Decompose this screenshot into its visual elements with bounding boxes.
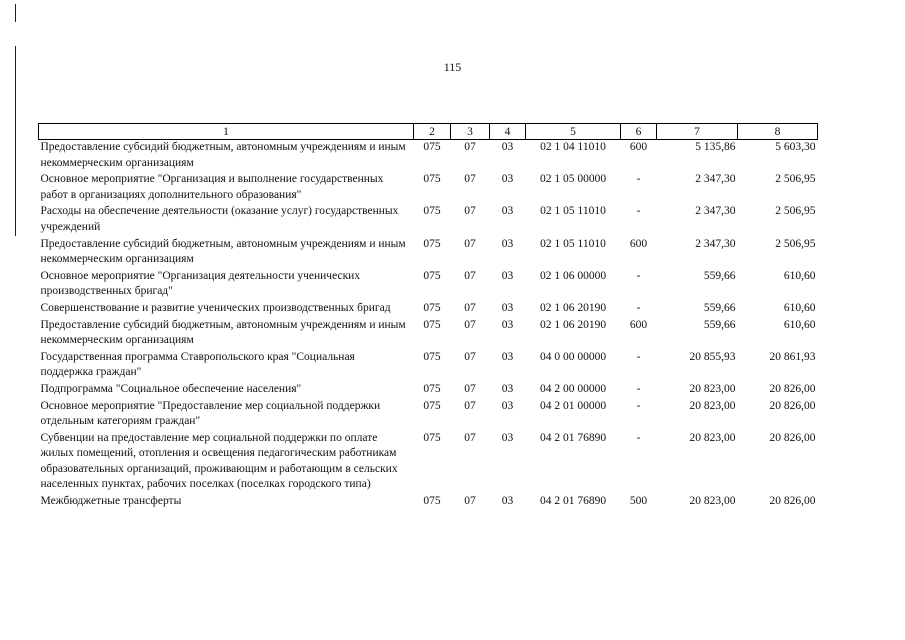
row-col-5: 02 1 05 00000 [539,173,607,186]
row-col-3: 07 [464,382,476,395]
table-row [39,204,818,236]
row-col-3: 07 [464,318,476,331]
header-col-8: 8 [738,124,818,140]
row-col-3: 07 [464,141,476,153]
header-col-1: 1 [39,124,414,140]
row-col-8: 610,60 [783,269,816,282]
table-header-row [39,124,818,140]
row-col-5: 02 1 05 11010 [540,205,606,218]
table-row [39,237,818,269]
table-row [39,382,818,399]
row-col-4: 03 [501,399,514,412]
row-col-3: 07 [464,237,476,250]
row-name: Совершенствование и развитие ученических производственных бригад [40,301,391,314]
row-name: Расходы на обеспечение деятельности (оказание услуг) государственных учреждений [40,205,399,233]
row-col-5: 04 2 01 76890 [539,431,607,444]
row-col-2: 075 [423,237,441,250]
row-col-6: - [636,431,641,444]
row-col-8: 20 826,00 [769,431,816,444]
row-col-2: 075 [423,431,441,444]
row-col-7: 2 347,30 [695,237,736,250]
row-col-6: - [636,205,641,218]
budget-table [38,123,818,511]
row-col-5: 02 1 06 00000 [539,269,607,282]
row-col-4: 03 [501,173,514,186]
row-col-4: 03 [501,141,514,153]
row-col-3: 07 [464,350,476,363]
row-name: Межбюджетные трансферты [40,495,182,508]
row-col-2: 075 [423,301,441,314]
row-name: Подпрограмма "Социальное обеспечение населения" [40,382,302,395]
row-col-7: 559,66 [703,318,736,331]
row-col-5: 02 1 06 20190 [539,301,607,314]
row-col-8: 20 826,00 [769,382,816,395]
row-col-2: 075 [423,173,441,186]
row-col-2: 075 [423,350,441,363]
table-row [39,399,818,431]
row-col-5: 04 0 00 00000 [539,350,607,363]
row-col-6: - [636,269,641,282]
row-col-3: 07 [464,173,476,186]
header-col-4: 4 [490,124,526,140]
header-col-2: 2 [414,124,451,140]
row-col-4: 03 [501,495,514,508]
row-col-6: 600 [629,318,648,331]
row-col-5: 04 2 00 00000 [539,382,607,395]
row-col-5: 02 1 05 11010 [540,237,606,250]
page-number: 115 [443,60,462,74]
row-col-8: 5 603,30 [775,141,816,153]
row-col-7: 20 823,00 [689,431,736,444]
row-col-6: - [636,350,641,363]
scan-mark-top [15,4,16,22]
header-col-3: 3 [451,124,490,140]
row-name: Основное мероприятие "Организация и выполнение государственных работ в организациях дополнительного образования" [40,173,384,201]
table-row [39,140,818,173]
row-name: Основное мероприятие "Предоставление мер социальной поддержки отдельным категориям граждан" [40,399,381,428]
row-name: Предоставление субсидий бюджетным, автономным учреждениям и иным некоммерческим организациям [40,318,406,347]
row-col-4: 03 [501,431,514,444]
row-col-2: 075 [423,399,441,412]
row-col-7: 20 823,00 [689,495,736,508]
row-col-4: 03 [501,269,514,282]
row-col-7: 2 347,30 [695,173,736,186]
row-col-8: 20 826,00 [769,399,816,412]
table-body [39,140,818,511]
row-col-5: 04 2 01 00000 [539,399,607,412]
row-col-8: 2 506,95 [775,173,816,186]
row-col-6: - [636,301,641,314]
row-col-3: 07 [464,269,476,282]
row-col-8: 610,60 [783,301,816,314]
header-col-6: 6 [621,124,657,140]
row-col-6: 600 [629,237,648,250]
row-col-5: 02 1 04 11010 [540,141,606,153]
row-name: Основное мероприятие "Организация деятельности ученических производственных бригад" [40,269,361,298]
row-col-7: 2 347,30 [695,205,736,218]
row-col-7: 5 135,86 [695,141,736,153]
row-col-4: 03 [501,237,514,250]
table-row [39,172,818,204]
row-col-6: - [636,382,641,395]
row-col-2: 075 [423,382,441,395]
row-col-4: 03 [501,205,514,218]
table-row [39,269,818,301]
row-col-3: 07 [464,495,476,508]
row-col-8: 610,60 [783,318,816,331]
row-col-5: 04 2 01 76890 [539,495,607,508]
row-name: Предоставление субсидий бюджетным, автономным учреждениям и иным некоммерческим организациям [40,141,406,169]
table-row [39,301,818,318]
row-col-5: 02 1 06 20190 [539,318,607,331]
row-col-2: 075 [423,318,441,331]
row-col-6: 500 [629,495,648,508]
table-row [39,318,818,350]
header-col-5: 5 [526,124,621,140]
row-col-6: - [636,399,641,412]
table-row [39,431,818,494]
row-col-3: 07 [464,399,476,412]
row-name: Субвенции на предоставление мер социальной поддержки по оплате жилых помещений, отопления и освещения педагогическим работникам образовательных организаций, проживающим и работающим в сельских населенных пунктах, рабочих поселках (поселках городского типа) [40,431,398,491]
row-col-7: 559,66 [703,269,736,282]
table-row [39,350,818,382]
row-col-8: 20 826,00 [769,495,816,508]
row-name: Предоставление субсидий бюджетным, автономным учреждениям и иным некоммерческим организациям [40,237,406,266]
row-col-3: 07 [464,301,476,314]
row-col-7: 20 823,00 [689,382,736,395]
row-col-2: 075 [423,269,441,282]
table-row [39,494,818,511]
row-col-7: 559,66 [703,301,736,314]
row-col-8: 2 506,95 [775,205,816,218]
row-col-3: 07 [464,431,476,444]
row-col-8: 20 861,93 [769,350,816,363]
header-col-7: 7 [657,124,738,140]
row-name: Государственная программа Ставропольского края "Социальная поддержка граждан" [40,350,355,379]
row-col-7: 20 855,93 [689,350,736,363]
row-col-8: 2 506,95 [775,237,816,250]
row-col-6: 600 [629,141,648,153]
row-col-4: 03 [501,318,514,331]
row-col-4: 03 [501,382,514,395]
row-col-4: 03 [501,301,514,314]
row-col-2: 075 [423,141,441,153]
row-col-4: 03 [501,350,514,363]
row-col-2: 075 [423,495,441,508]
row-col-6: - [636,173,641,186]
row-col-7: 20 823,00 [689,399,736,412]
row-col-2: 075 [423,205,441,218]
row-col-3: 07 [464,205,476,218]
